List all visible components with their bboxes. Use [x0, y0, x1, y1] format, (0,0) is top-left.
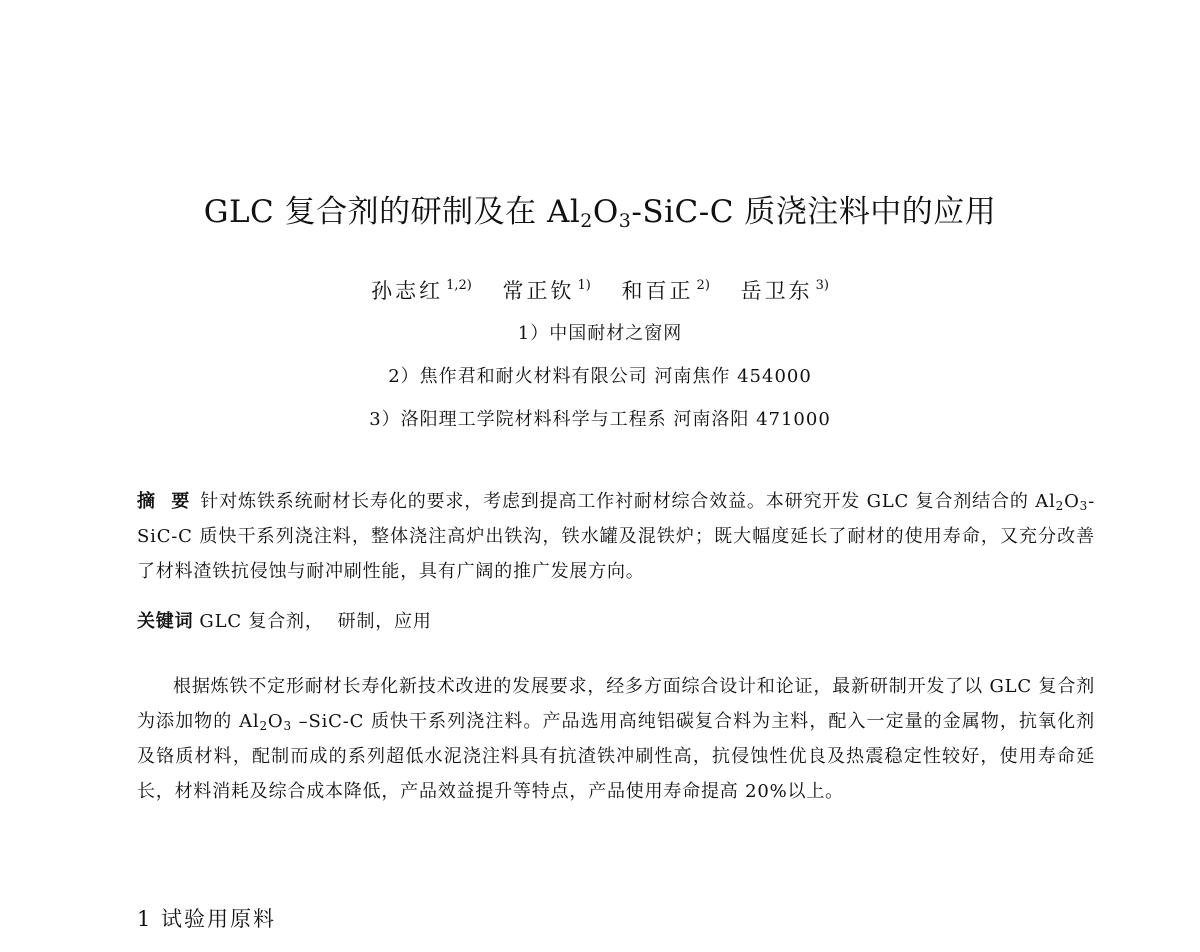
affiliation-3: 3）洛阳理工学院材料科学与工程系 河南洛阳 471000	[369, 409, 831, 430]
affiliation-1: 1）中国耐材之窗网	[517, 323, 683, 344]
body-paragraph	[137, 669, 1095, 809]
title-text: O	[592, 194, 619, 230]
author-affil-mark: 1,2)	[446, 278, 472, 293]
abstract	[137, 484, 1095, 589]
title-subscript: 3	[618, 210, 632, 232]
abstract-text: 针对炼铁系统耐材长寿化的要求，考虑到提高工作衬耐材综合效益。本研究开发 GLC 复合剂结合的 Al	[200, 491, 1056, 512]
author	[503, 279, 591, 303]
abstract-text: -SiC-C 质快干系列浇注料，整体浇注高炉出铁沟，铁水罐及混铁炉；既大幅度延长了耐材的使用寿命，又充分改善了材料渣铁抗侵蚀与耐冲刷性能，具有广阔的推广发展方向。	[137, 491, 1095, 582]
keywords-label: 关键词	[137, 611, 194, 632]
title-text: -SiC-C 质浇注料中的应用	[631, 194, 997, 230]
title-text: GLC 复合剂的研制及在 Al	[203, 194, 581, 230]
author-name: 常正钦	[502, 279, 575, 303]
author	[741, 279, 829, 303]
body-subscript: 3	[283, 719, 292, 733]
abstract-subscript: 2	[1055, 499, 1065, 513]
section-heading: 1 试验用原料	[137, 907, 277, 931]
keyword: 应用	[394, 611, 432, 632]
affiliation-2: 2）焦作君和耐火材料有限公司 河南焦作 454000	[388, 366, 812, 387]
author	[371, 279, 472, 303]
author	[622, 279, 710, 303]
keyword: 研制，	[337, 611, 395, 632]
abstract-text: O	[1064, 491, 1080, 512]
author-name: 岳卫东	[740, 279, 813, 303]
author-list	[0, 276, 1200, 306]
keywords	[137, 607, 1095, 637]
body-text: O	[267, 711, 284, 732]
paper-title	[0, 192, 1200, 232]
author-affil-mark: 2)	[696, 278, 710, 293]
body-subscript: 2	[259, 719, 268, 733]
title-subscript: 2	[580, 210, 593, 232]
body-text: –SiC-C 质快干系列浇注料。产品选用高纯铝碳复合料为主料，配入一定量的金属物，抗氧化剂及铬质材料，配制而成的系列超低水泥浇注料具有抗渣铁冲刷性高，抗侵蚀性优良及热震稳定性较好，使用寿命延长，材料消耗及综合成本降低，产品效益提升等特点，产品使用寿命提高 20%以上。	[137, 711, 1095, 802]
body-text: 根据炼铁不定形耐材长寿化新技术改进的发展要求，经多方面综合设计和论证，最新研制开发了以 GLC 复合剂为添加物的 Al	[137, 676, 1095, 732]
author-name: 孙志红	[371, 279, 444, 303]
author-affil-mark: 1)	[577, 278, 591, 293]
abstract-subscript: 3	[1079, 499, 1089, 513]
author-affil-mark: 3)	[815, 278, 829, 293]
abstract-label: 摘 要	[137, 491, 195, 512]
author-name: 和百正	[621, 279, 694, 303]
keyword: GLC 复合剂，	[199, 611, 324, 632]
